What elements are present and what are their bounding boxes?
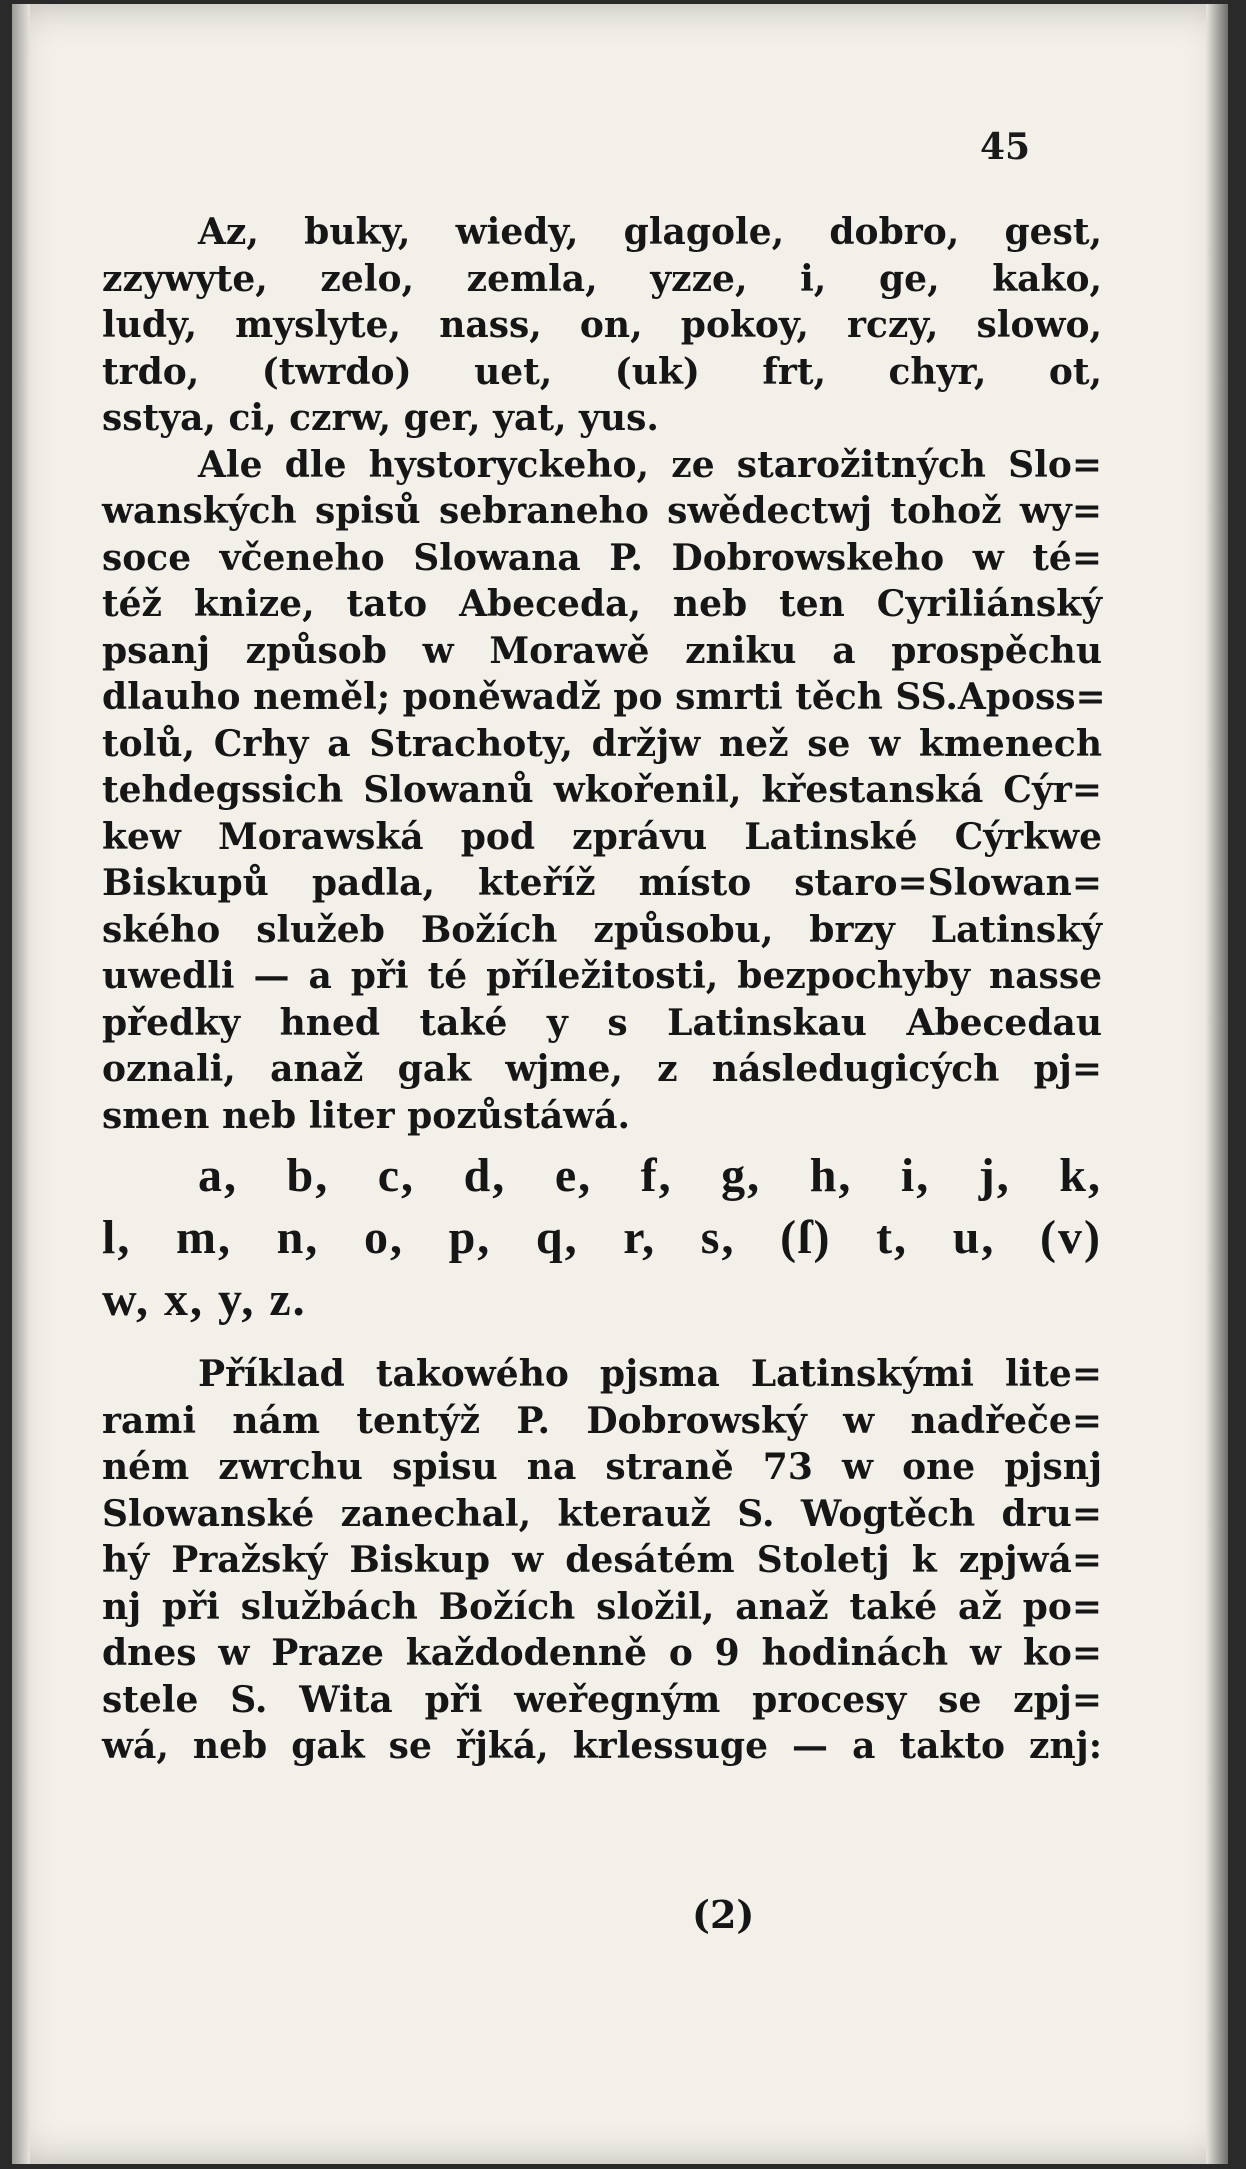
alphabet-line: l, m, n, o, p, q, r, s, (ſ) t, u, (v) — [102, 1211, 1102, 1264]
body-text — [102, 209, 1106, 1770]
book-page — [12, 4, 1228, 2164]
text-line: dlauho neměl; poněwadž po smrti těch SS.Aposs= — [102, 676, 1106, 718]
text-line: hý Pražský Biskup w desátém Stoletj k zpjwá= — [102, 1539, 1102, 1581]
text-line: wá, neb gak se řjká, krlessuge — a takto znj: — [102, 1725, 1102, 1767]
text-line: stele S. Wita při weřegným procesy se zpj= — [102, 1678, 1102, 1721]
paragraph-history — [102, 442, 1106, 1140]
text-line: Biskupů padla, kteříž místo staro=Slowan= — [102, 862, 1102, 904]
text-line: Slowanské zanechal, kterauž S. Wogtěch dru= — [102, 1492, 1102, 1535]
text-line: oznali, anaž gak wjme, z následugicých pj= — [102, 1048, 1102, 1090]
text-line: Ale dle hystoryckeho, ze starožitných Slo= — [198, 443, 1102, 486]
text-line: Az, buky, wiedy, glagole, dobro, gest, — [198, 211, 1102, 253]
text-line: trdo, (twrdo) uet, (uk) frt, chyr, ot, — [102, 350, 1102, 393]
text-line: Příklad takowého pjsma Latinskými lite= — [198, 1353, 1102, 1395]
alphabet-line: a, b, c, d, e, f, g, h, i, j, k, — [198, 1149, 1102, 1202]
text-line: tolů, Crhy a Strachoty, držjw než se w kmenech — [102, 722, 1102, 765]
text-line: sstya, ci, czrw, ger, yat, yus. — [102, 397, 659, 439]
text-line: soce včeneho Slowana P. Dobrowskeho w té= — [102, 536, 1102, 579]
alphabet-line: w, x, y, z. — [102, 1273, 307, 1326]
latin-alphabet — [102, 1145, 1102, 1331]
signature-mark: (2) — [692, 1892, 755, 1937]
text-line: wanských spisů sebraneho swědectwj tohož wy= — [102, 490, 1102, 532]
text-line: nj při službách Božích složil, anaž také až po= — [102, 1585, 1102, 1628]
text-line: ném zwrchu spisu na straně 73 w one pjsnj — [102, 1446, 1102, 1488]
text-line: dnes w Praze každodenně o 9 hodinách w ko= — [102, 1632, 1102, 1674]
text-line: smen neb liter pozůstáwá. — [102, 1094, 631, 1137]
text-line: kew Morawská pod zprávu Latinské Cýrkwe — [102, 815, 1102, 858]
cyrillic-letter-names — [102, 209, 1102, 442]
text-line: předky hned také y s Latinskau Abecedau — [102, 1001, 1102, 1044]
text-line: uwedli — a při té příležitosti, bezpochyby nasse — [102, 955, 1102, 997]
text-line: zzywyte, zelo, zemla, yzze, i, ge, kako, — [102, 257, 1102, 300]
text-line: též knize, tato Abeceda, neb ten Cyriliánský — [102, 583, 1102, 625]
paragraph-example — [102, 1351, 1102, 1770]
text-line: psanj způsob w Morawě zniku a prospěchu — [102, 629, 1102, 672]
page-number: 45 — [980, 126, 1031, 168]
text-line: ludy, myslyte, nass, on, pokoy, rczy, slowo, — [102, 304, 1102, 346]
text-line: ského služeb Božích způsobu, brzy Latinský — [102, 908, 1102, 951]
text-line: rami nám tentýž P. Dobrowský w nadřeče= — [102, 1399, 1102, 1442]
text-line: tehdegssich Slowanů wkořenil, křestanská Cýr= — [102, 769, 1102, 811]
